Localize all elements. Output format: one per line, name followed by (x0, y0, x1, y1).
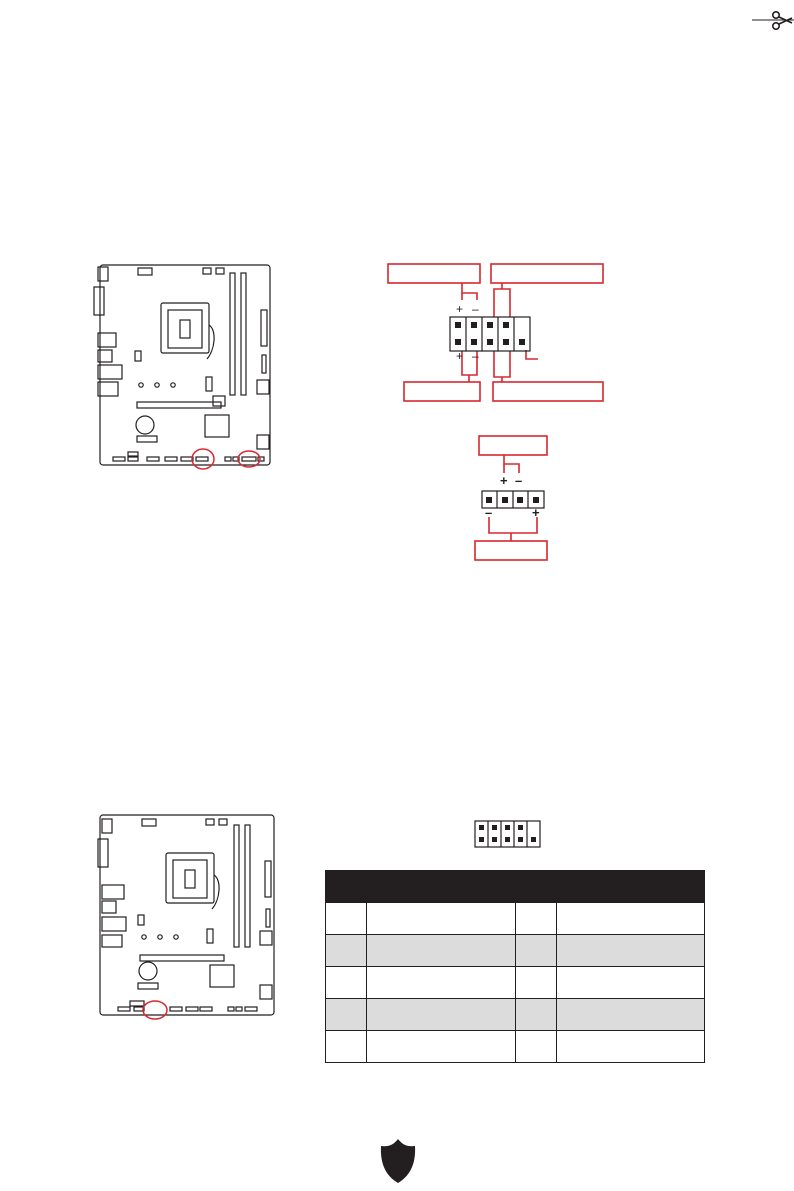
polarity-bottom-minus: – (472, 349, 479, 363)
cut-mark-line (0, 0, 794, 30)
scissors-icon (770, 6, 794, 36)
front-panel-header-diagram (380, 255, 640, 575)
polarity-small-bottom-plus: + (532, 505, 540, 520)
table-header-signal-a (367, 871, 516, 904)
table-row (326, 903, 705, 935)
pin-definition-table (325, 870, 705, 1063)
table-cell (557, 903, 705, 935)
table-cell (326, 903, 367, 935)
polarity-small-top-plus: + (500, 473, 508, 488)
table-row (326, 935, 705, 967)
msi-shield-logo-icon (378, 1138, 418, 1184)
table-row (326, 999, 705, 1031)
polarity-small-top-minus: – (515, 473, 523, 488)
polarity-bottom-plus: + (456, 349, 464, 363)
table-cell (326, 935, 367, 967)
table-cell (516, 935, 557, 967)
table-cell (516, 1031, 557, 1063)
table-cell (557, 935, 705, 967)
table-cell (367, 1031, 516, 1063)
polarity-top-minus: – (472, 302, 479, 316)
table-cell (367, 999, 516, 1031)
table-cell (367, 967, 516, 999)
motherboard-diagram-bottom (90, 805, 290, 1025)
table-row (326, 967, 705, 999)
table-header-pin-b (516, 871, 557, 904)
label-box-upper-small (479, 436, 547, 455)
label-box-top-right (491, 264, 603, 283)
table-cell (516, 967, 557, 999)
table-header-row (326, 871, 705, 904)
table-row (326, 1031, 705, 1063)
table-cell (557, 999, 705, 1031)
label-box-bottom-left (404, 382, 480, 401)
table-cell (516, 999, 557, 1031)
table-header-pin-a (326, 871, 367, 904)
label-box-bottom-right (493, 382, 603, 401)
table-cell (326, 967, 367, 999)
table-cell (326, 1031, 367, 1063)
header-pin-diagram-icon (474, 820, 544, 850)
table-cell (557, 967, 705, 999)
table-header-signal-b (557, 871, 705, 904)
label-box-top-left (388, 264, 480, 283)
motherboard-diagram-top (85, 255, 285, 495)
table-cell (367, 903, 516, 935)
table-cell (367, 935, 516, 967)
label-box-lower-small (475, 541, 547, 560)
polarity-small-bottom-minus: – (485, 505, 493, 520)
table-cell (557, 1031, 705, 1063)
polarity-top-plus: + (456, 302, 464, 316)
table-cell (326, 999, 367, 1031)
table-cell (516, 903, 557, 935)
